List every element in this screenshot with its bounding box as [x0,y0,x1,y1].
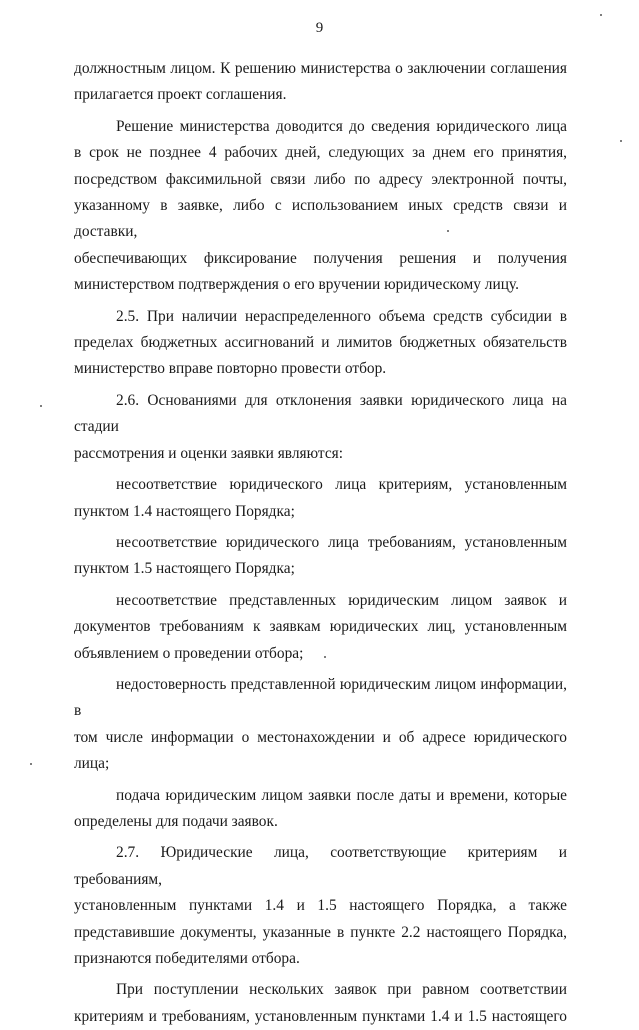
text-line: установленным пунктами 1.4 и 1.5 настоящего Порядка, а также [74,897,567,915]
scan-speck [447,230,449,232]
scan-speck [620,140,622,142]
text-line: При поступлении нескольких заявок при равном соответствии [116,981,567,999]
text-line: указанному в заявке, либо с использованием иных средств связи и доставки, [74,197,567,241]
text-line: недостоверность представленной юридическим лицом информации, в [74,675,567,720]
text-line: документов требованиям к заявкам юридических лиц, установленным [74,618,567,636]
page-number: 9 [315,20,324,36]
text-line: прилагается проект соглашения. [74,86,287,104]
text-line: пределах бюджетных ассигнований и лимитов бюджетных обязательств [74,334,567,352]
text-line: должностным лицом. К решению министерства о заключении соглашения [74,60,567,77]
text-line: посредством факсимильной связи либо по адресу электронной почты, [74,170,567,188]
scan-speck [30,763,32,765]
text-line: 2.6. Основаниями для отклонения заявки юридического лица на стадии [74,391,567,436]
text-line: несоответствие юридического лица требованиям, установленным [116,533,567,551]
text-line: министерством подтверждения о его вручении юридическому лицу. [74,276,519,294]
text-line: представившие документы, указанные в пункте 2.2 настоящего Порядка, [74,923,567,941]
text-line: пунктом 1.5 настоящего Порядка; [74,560,295,578]
document-body [74,56,567,1030]
scan-speck [600,14,602,16]
text-line: министерство вправе повторно провести отбор. [74,360,387,378]
text-line: пунктом 1.4 настоящего Порядка; [74,502,295,520]
text-line: рассмотрения и оценки заявки являются: [74,444,344,462]
text-line: 2.7. Юридические лица, соответствующие критериям и требованиям, [74,844,567,888]
text-line: признаются победителями отбора. [74,950,300,967]
text-line: в срок не позднее 4 рабочих дней, следующих за днем его принятия, [74,144,567,162]
text-line: несоответствие представленных юридическим лицом заявок и [116,591,567,609]
text-line: Решение министерства доводится до сведения юридического лица [116,117,567,135]
text-line: обеспечивающих фиксирование получения решения и получения [74,249,567,267]
text-line: несоответствие юридического лица критериям, установленным [116,476,567,494]
text-line: объявлением о проведении отбора; [74,644,304,662]
text-line: том числе информации о местонахождении и об адресе юридического лица; [74,728,567,773]
text-line: критериям и требованиям, установленным пунктами 1.4 и 1.5 настоящего [74,1007,567,1025]
text-line: определены для подачи заявок. [74,812,278,830]
text-line: 2.5. При наличии нераспределенного объема средств субсидии в [116,307,567,325]
scan-speck [324,656,326,658]
scan-speck [40,405,42,407]
text-line: подача юридическим лицом заявки после даты и времени, которые [116,786,567,804]
